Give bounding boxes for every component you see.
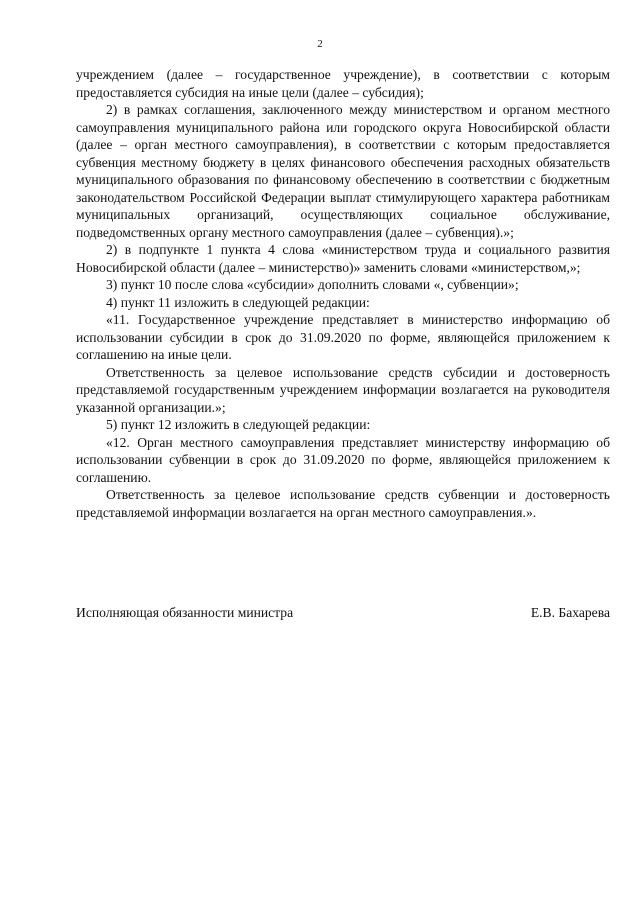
paragraph-1: учреждением (далее – государственное учреждение), в соответствии с которым предоставляется субсидия на иные цели (далее – субсидия); (76, 67, 610, 100)
paragraph-4: 3) пункт 10 после слова «субсидии» дополнить словами «, субвенции»; (106, 277, 519, 292)
paragraph-2: 2) в рамках соглашения, заключенного между министерством и органом местного самоуправления муниципального района или городского округа Новосибирской области (далее – орган местного самоуправления), в соответствии с которым предоставляется субвенция местному бюджету в целях финансового обеспечения расходных обязательств муниципального образования по финансовому обеспечению в соответствии с бюджетным законодательством Российской Федерации выплат стимулирующего характера работникам муниципальных организаций, осуществляющих социальное обслуживание, подведомственных органу местного самоуправления (далее – субвенция).»; (76, 102, 610, 240)
paragraph-10: Ответственность за целевое использование средств субвенции и достоверность представляемой информации возлагается на орган местного самоуправления.». (76, 487, 610, 520)
paragraph-9: «12. Орган местного самоуправления представляет министерству информацию об использовании субвенции в срок до 31.09.2020 по форме, являющейся приложением к соглашению. (76, 434, 610, 485)
signature-block (76, 604, 610, 622)
document-body (76, 66, 610, 521)
paragraph-8: 5) пункт 12 изложить в следующей редакции: (106, 417, 371, 432)
paragraph-5: 4) пункт 11 изложить в следующей редакции: (106, 294, 370, 310)
paragraph-6: «11. Государственное учреждение представляет в министерство информацию об использовании субсидии в срок до 31.09.2020 по форме, являющейся приложением к соглашению на иные цели. (76, 312, 610, 362)
paragraph-3: 2) в подпункте 1 пункта 4 слова «министерством труда и социального развития Новосибирской области (далее – министерство)» заменить словами «министерством,»; (76, 242, 610, 275)
paragraph-7: Ответственность за целевое использование средств субсидии и достоверность представляемой государственным учреждением информации возлагается на руководителя указанной организации.»; (76, 364, 610, 415)
signatory-name: Е.В. Бахарева (530, 605, 610, 620)
signatory-position: Исполняющая обязанности министра (76, 605, 294, 620)
page-number: 2 (317, 38, 323, 50)
